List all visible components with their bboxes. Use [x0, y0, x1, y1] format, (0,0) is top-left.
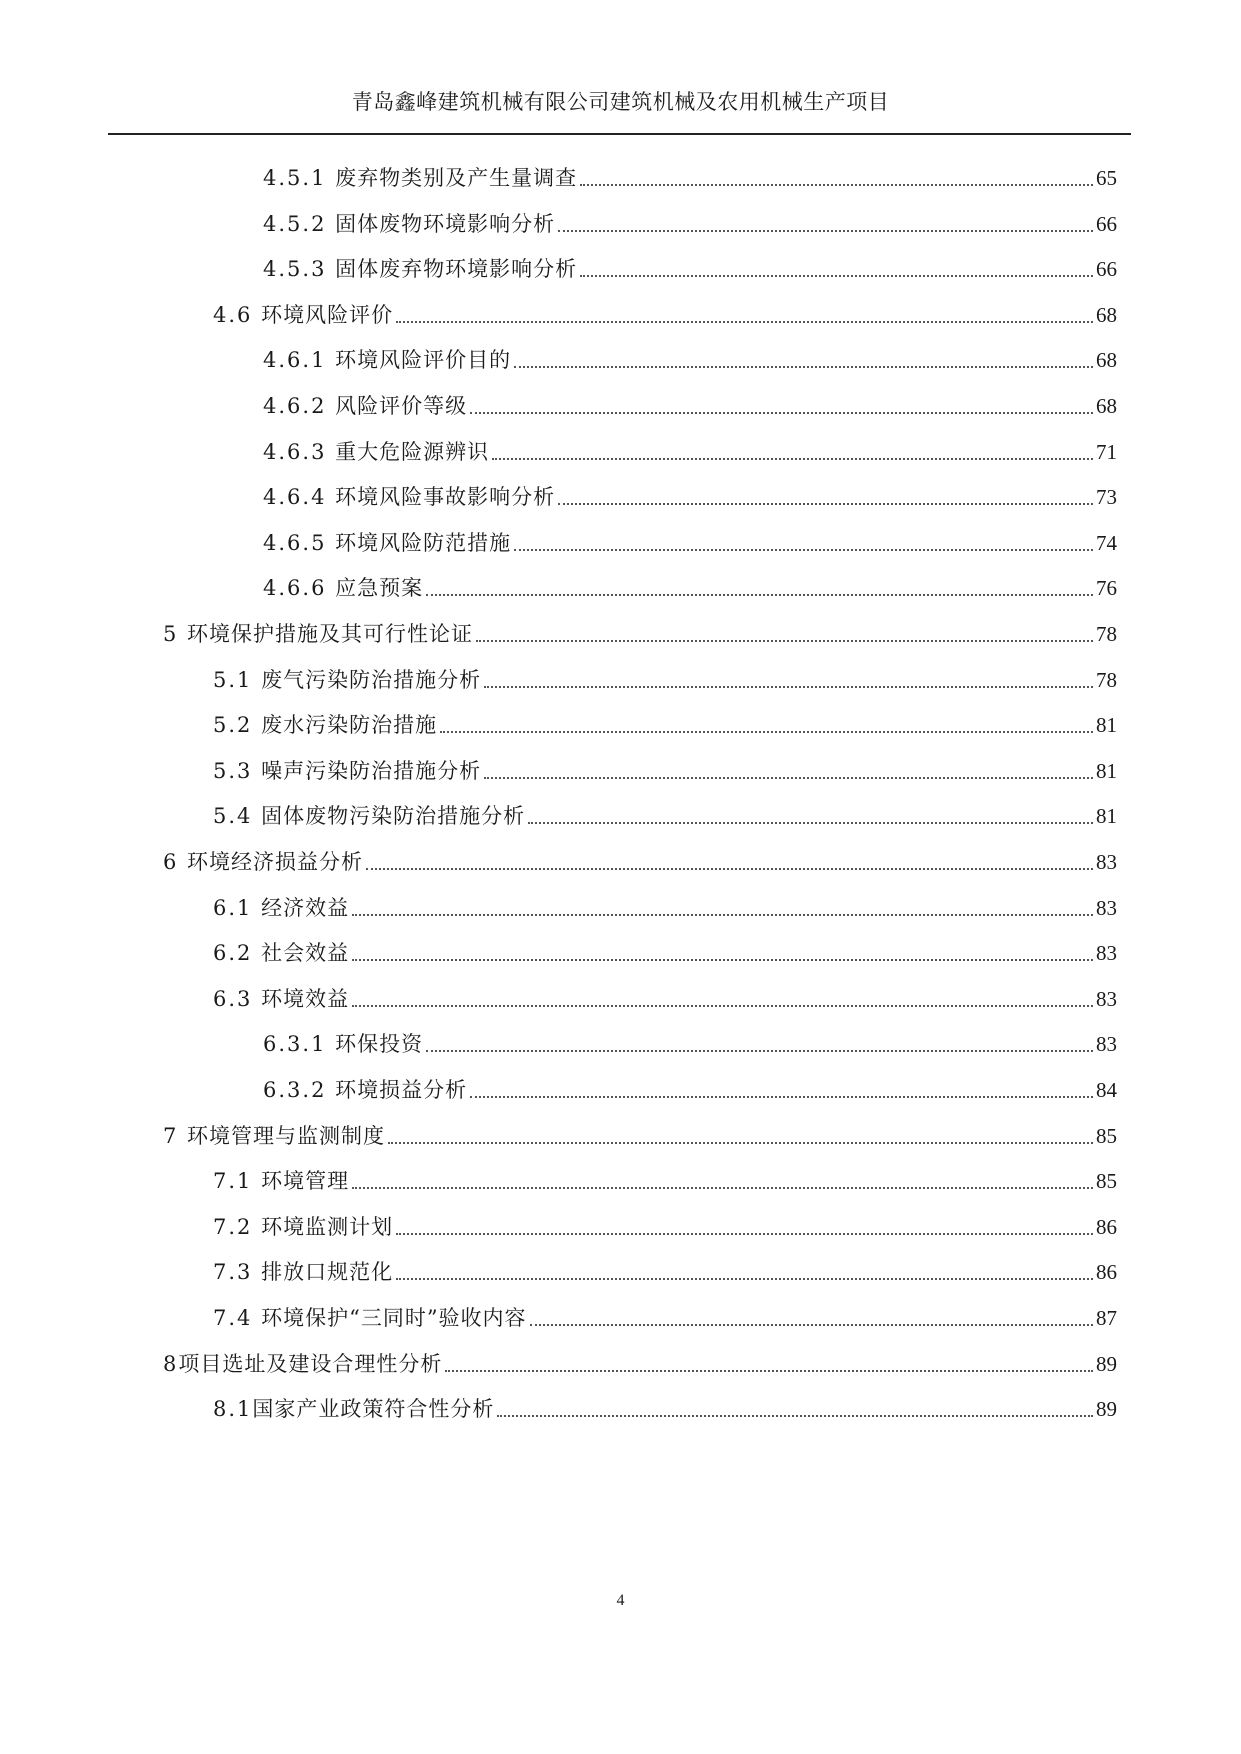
toc-entry-number: 4.6.3 — [263, 439, 336, 464]
toc-entry-page: 66 — [1096, 257, 1117, 282]
toc-dot-leader — [445, 1370, 1093, 1372]
toc-entry-title: 环境风险防范措施 — [335, 530, 512, 555]
toc-dot-leader — [484, 777, 1093, 779]
toc-entry-number: 8.1 — [213, 1397, 253, 1422]
toc-entry[interactable] — [263, 517, 1117, 557]
toc-entry[interactable] — [213, 1383, 1117, 1423]
toc-entry-title: 环境风险事故影响分析 — [335, 485, 556, 510]
toc-entry[interactable] — [213, 1155, 1117, 1195]
toc-entry-number: 6.1 — [213, 895, 262, 920]
toc-entry-page: 83 — [1096, 1032, 1117, 1057]
toc-entry-number: 4.6.1 — [263, 348, 336, 373]
toc-dot-leader — [388, 1142, 1093, 1144]
toc-entry-page: 68 — [1096, 302, 1117, 327]
toc-entry-title: 废水污染防治措施 — [261, 713, 438, 738]
toc-entry-number: 7.1 — [213, 1169, 262, 1194]
toc-entry-page: 68 — [1096, 394, 1117, 418]
toc-entry-number: 5.2 — [213, 713, 262, 738]
toc-entry-number: 5 — [163, 622, 188, 646]
toc-entry-number: 4.5.1 — [263, 166, 336, 190]
toc-entry-number: 5.4 — [213, 804, 262, 829]
toc-entry-page: 78 — [1096, 622, 1117, 646]
toc-entry-page: 73 — [1096, 485, 1117, 510]
toc-dot-leader — [396, 1278, 1093, 1280]
toc-entry-page: 83 — [1096, 941, 1117, 966]
toc-dot-leader — [470, 1096, 1093, 1098]
toc-entry-title: 固体废物污染防治措施分析 — [261, 804, 526, 829]
toc-entry[interactable] — [263, 426, 1117, 466]
toc-entry-page: 68 — [1096, 348, 1117, 373]
toc-entry[interactable] — [263, 562, 1117, 602]
toc-entry-number: 4.6.2 — [263, 394, 336, 418]
toc-entry[interactable] — [263, 1064, 1117, 1104]
running-header: 青岛鑫峰建筑机械有限公司建筑机械及农用机械生产项目 — [351, 90, 890, 114]
toc-entry-title: 风险评价等级 — [335, 394, 468, 418]
toc-entry-title: 环境风险评价 — [261, 302, 394, 327]
toc-entry-title: 环境管理与监测制度 — [187, 1123, 386, 1148]
toc-entry-page: 81 — [1096, 758, 1117, 783]
toc-dot-leader — [514, 549, 1093, 551]
toc-entry-title: 环保投资 — [335, 1032, 424, 1057]
toc-entry-title: 重大危险源辨识 — [335, 439, 490, 464]
toc-entry[interactable] — [213, 745, 1117, 785]
toc-entry-page: 83 — [1096, 986, 1117, 1011]
toc-entry[interactable] — [263, 380, 1117, 420]
page-number: 4 — [616, 1592, 625, 1609]
toc-entry-number: 5.3 — [213, 758, 262, 783]
toc-entry-title: 废弃物类别及产生量调查 — [335, 166, 578, 190]
toc-entry[interactable] — [163, 608, 1117, 648]
header-rule — [108, 133, 1131, 135]
toc-entry[interactable] — [163, 836, 1117, 876]
toc-entry-page: 74 — [1096, 530, 1117, 555]
toc-dot-leader — [514, 366, 1093, 368]
toc-entry-page: 83 — [1096, 850, 1117, 874]
toc-entry-page: 76 — [1096, 576, 1117, 601]
toc-dot-leader — [470, 412, 1093, 414]
toc-dot-leader — [558, 503, 1093, 505]
toc-entry-number: 6.3.1 — [263, 1032, 336, 1057]
toc-entry[interactable] — [213, 699, 1117, 739]
toc-entry-page: 85 — [1096, 1123, 1117, 1148]
toc-dot-leader — [366, 868, 1093, 870]
toc-entry-title: 环境经济损益分析 — [187, 850, 364, 874]
toc-entry-title: 环境风险评价目的 — [335, 348, 512, 373]
toc-dot-leader — [580, 275, 1093, 277]
toc-entry-title: 环境效益 — [261, 986, 350, 1011]
toc-dot-leader — [396, 1233, 1093, 1235]
toc-entry-page: 71 — [1096, 439, 1117, 464]
toc-dot-leader — [497, 1415, 1093, 1417]
toc-dot-leader — [352, 1187, 1093, 1189]
toc-entry-title: 经济效益 — [261, 895, 350, 920]
toc-entry[interactable] — [263, 334, 1117, 374]
toc-entry-number: 7.2 — [213, 1214, 262, 1239]
toc-dot-leader — [484, 686, 1093, 688]
toc-entry[interactable] — [263, 243, 1117, 283]
toc-entry-page: 85 — [1096, 1169, 1117, 1194]
toc-entry-page: 87 — [1096, 1306, 1117, 1330]
toc-entry-number: 7.4 — [213, 1306, 262, 1330]
toc-entry[interactable] — [263, 198, 1117, 238]
toc-entry-title: 废气污染防治措施分析 — [261, 667, 482, 692]
toc-entry[interactable] — [213, 1292, 1117, 1332]
toc-entry-page: 78 — [1096, 667, 1117, 692]
toc-entry[interactable] — [263, 152, 1117, 192]
toc-dot-leader — [396, 321, 1093, 323]
toc-entry-title: 环境监测计划 — [261, 1214, 394, 1239]
toc-entry-title: 排放口规范化 — [261, 1260, 394, 1285]
toc-dot-leader — [558, 230, 1093, 232]
toc-entry-page: 89 — [1096, 1351, 1117, 1376]
toc-entry-number: 6.3 — [213, 986, 262, 1011]
toc-entry-title: 环境损益分析 — [335, 1078, 468, 1102]
toc-entry[interactable] — [213, 289, 1117, 329]
toc-dot-leader — [530, 1324, 1093, 1326]
toc-dot-leader — [426, 594, 1093, 596]
toc-dot-leader — [476, 640, 1093, 642]
toc-entry[interactable] — [263, 1018, 1117, 1058]
toc-entry-page: 86 — [1096, 1260, 1117, 1285]
toc-entry-number: 4.6.5 — [263, 530, 336, 555]
toc-entry[interactable] — [213, 1246, 1117, 1286]
toc-dot-leader — [352, 914, 1093, 916]
toc-entry-number: 7.3 — [213, 1260, 262, 1285]
toc-entry-title: 环境保护“三同时”验收内容 — [261, 1306, 527, 1330]
toc-dot-leader — [352, 1005, 1093, 1007]
toc-entry[interactable] — [163, 1338, 1117, 1378]
toc-entry-title: 国家产业政策符合性分析 — [252, 1397, 495, 1422]
toc-entry-page: 65 — [1096, 166, 1117, 190]
toc-entry[interactable] — [213, 654, 1117, 694]
toc-entry-number: 7 — [163, 1123, 188, 1148]
toc-entry-title: 环境管理 — [261, 1169, 350, 1194]
toc-entry-title: 应急预案 — [335, 576, 424, 601]
toc-entry-number: 4.5.3 — [263, 257, 336, 282]
toc-entry[interactable] — [213, 790, 1117, 830]
toc-entry-page: 83 — [1096, 895, 1117, 920]
toc-entry-number: 4.6 — [213, 302, 262, 327]
toc-entry-number: 6.2 — [213, 941, 262, 966]
toc-entry-page: 86 — [1096, 1214, 1117, 1239]
toc-entry[interactable] — [213, 1201, 1117, 1241]
toc-entry-page: 89 — [1096, 1397, 1117, 1422]
toc-dot-leader — [426, 1050, 1093, 1052]
toc-entry-title: 社会效益 — [261, 941, 350, 966]
toc-dot-leader — [492, 458, 1093, 460]
toc-entry[interactable] — [163, 1110, 1117, 1150]
toc-entry-number: 4.5.2 — [263, 211, 336, 236]
toc-entry-title: 固体废弃物环境影响分析 — [335, 257, 578, 282]
toc-entry-page: 81 — [1096, 713, 1117, 738]
toc-entry[interactable] — [263, 471, 1117, 511]
toc-dot-leader — [580, 184, 1093, 186]
toc-entry-page: 84 — [1096, 1078, 1117, 1102]
toc-entry-number: 6.3.2 — [263, 1078, 336, 1102]
toc-dot-leader — [440, 731, 1093, 733]
toc-entry[interactable] — [213, 882, 1117, 922]
toc-entry-title: 项目选址及建设合理性分析 — [178, 1351, 443, 1376]
toc-entry-title: 噪声污染防治措施分析 — [261, 758, 482, 783]
toc-dot-leader — [528, 822, 1093, 824]
toc-dot-leader — [352, 959, 1093, 961]
toc-entry-page: 66 — [1096, 211, 1117, 236]
toc-entry[interactable] — [213, 973, 1117, 1013]
toc-entry-number: 6 — [163, 850, 188, 874]
toc-entry-number: 4.6.6 — [263, 576, 336, 601]
toc-entry-number: 4.6.4 — [263, 485, 336, 510]
toc-entry-title: 环境保护措施及其可行性论证 — [187, 622, 474, 646]
toc-entry-number: 8 — [163, 1351, 179, 1376]
toc-entry-page: 81 — [1096, 804, 1117, 829]
toc-entry-title: 固体废物环境影响分析 — [335, 211, 556, 236]
toc-entry[interactable] — [213, 927, 1117, 967]
toc-entry-number: 5.1 — [213, 667, 262, 692]
